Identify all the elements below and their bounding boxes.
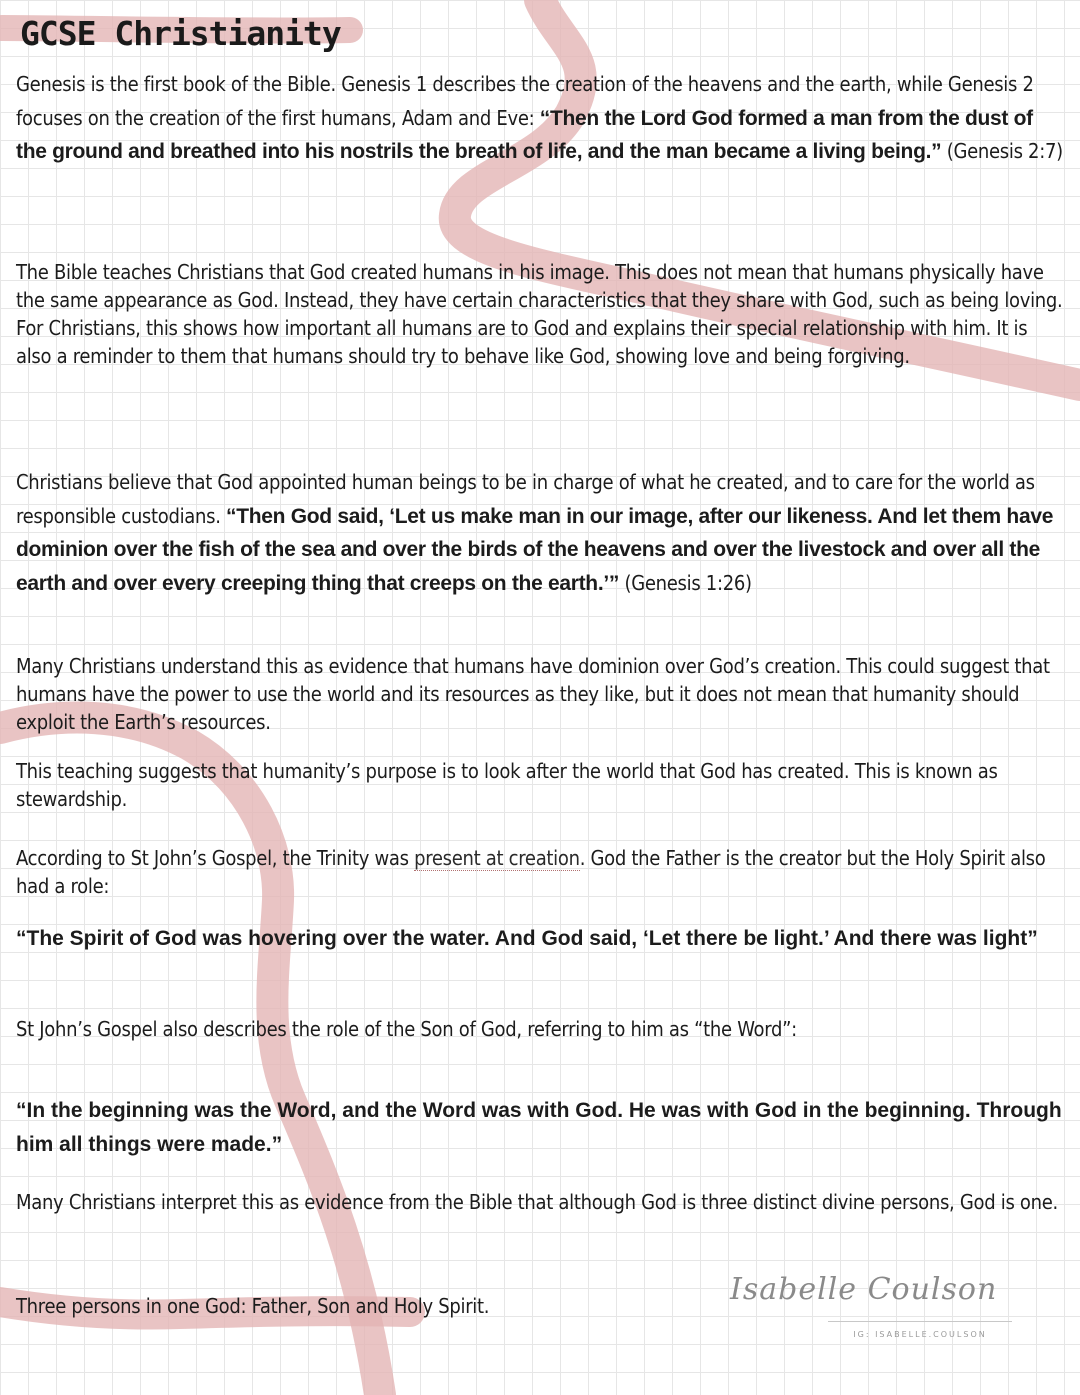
paragraph-dominion	[16, 466, 1066, 600]
trinity-role-text: . God the Father is the creator but the Holy Spirit also had a role:	[16, 846, 1046, 898]
trinity-highlight: present at creation	[414, 846, 580, 870]
quote-spirit-of-god: “The Spirit of God was hovering over the water. And God said, ‘Let there be light.’ And there was light”	[16, 927, 1038, 950]
genesis-2-7-quote: “Then the Lord God formed a man from the dust of the ground and breathed into his nostrils the breath of life, and the man became a living being.”	[16, 106, 1033, 163]
paragraph-genesis-intro	[16, 68, 1066, 169]
genesis-intro-text: Genesis is the first book of the Bible. Genesis 1 describes the creation of the heavens and the earth, while Genesis 2 focuses on the creation of the first humans, Adam and Eve:	[16, 72, 1034, 130]
summary-three-persons: Three persons in one God: Father, Son and Holy Spirit.	[16, 1294, 490, 1318]
dominion-intro-text: Christians believe that God appointed human beings to be in charge of what he created, and to care for the world as responsible custodians.	[16, 470, 1035, 528]
genesis-1-26-quote: “Then God said, ‘Let us make man in our image, after our likeness. And let them have dominion over the fish of the sea and over the birds of the heavens and over the livestock and over all the earth and over every creeping thing that creeps on the earth.’”	[16, 504, 1054, 595]
signature-divider	[828, 1321, 1012, 1322]
paragraph-stewardship: This teaching suggests that humanity’s purpose is to look after the world that God has created. This is known as stewardship.	[16, 759, 998, 811]
paragraph-trinity	[16, 844, 1066, 900]
genesis-1-26-reference: (Genesis 1:26)	[619, 570, 752, 595]
quote-in-the-beginning: “In the beginning was the Word, and the Word was with God. He was with God in the beginning. Through him all things were made.”	[16, 1099, 1062, 1156]
genesis-2-7-reference: (Genesis 2:7)	[941, 139, 1063, 163]
instagram-handle: IG: ISABELLE.COULSON	[853, 1330, 987, 1339]
page-title: GCSE Christianity	[20, 14, 341, 53]
paragraph-image-of-god: The Bible teaches Christians that God created humans in his image. This does not mean that humans physically have the same appearance as God. Instead, they have certain characteristics that they share with God, such as being loving. For Christians, this shows how important all humans are to God and explains their special relationship with him. It is also a reminder to them that humans should try to behave like God, showing love and being forgiving.	[16, 260, 1063, 368]
trinity-intro-text: According to St John’s Gospel, the Trinity was	[16, 846, 415, 870]
paragraph-three-persons: Many Christians interpret this as evidence from the Bible that although God is three distinct divine persons, God is one.	[16, 1190, 1058, 1214]
author-signature: Isabelle Coulson	[730, 1272, 998, 1307]
paragraph-the-word: St John’s Gospel also describes the role of the Son of God, referring to him as “the Word”:	[16, 1017, 797, 1041]
paragraph-dominion-evidence: Many Christians understand this as evidence that humans have dominion over God’s creation. This could suggest that humans have the power to use the world and its resources as they like, but it does not mean that humanity should exploit the Earth’s resources.	[16, 654, 1050, 734]
